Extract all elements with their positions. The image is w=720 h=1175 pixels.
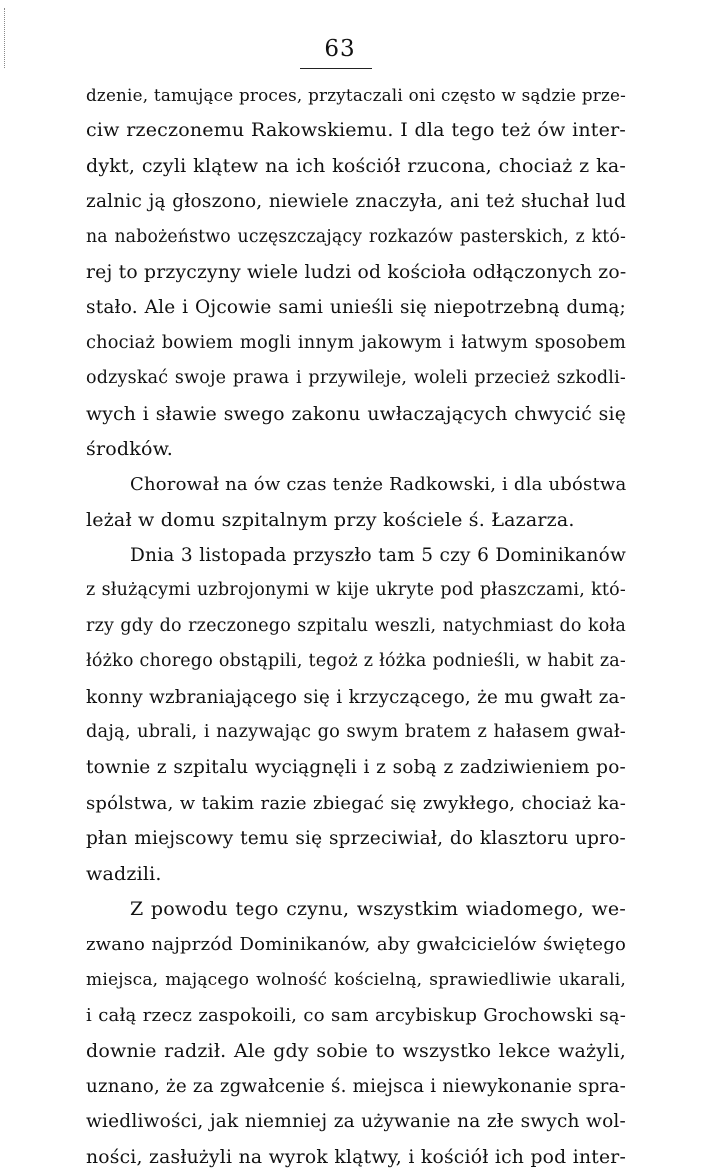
text-line: dają, ubrali, i nazywając go swym bratem z hałasem gwał- (86, 722, 626, 743)
text-line: ności, zasłużyli na wyrok klątwy, i kościół ich pod inter- (86, 1146, 626, 1168)
text-line: uznano, że za zgwałcenie ś. miejsca i niewykonanie spra- (86, 1075, 626, 1097)
header-rule (300, 68, 372, 69)
text-line: chociaż bowiem mogli innym jakowym i łatwym sposobem (86, 332, 626, 353)
text-line: i całą rzecz zaspokoili, co sam arcybiskup Grochowski są- (86, 1005, 626, 1027)
body-text (86, 78, 626, 1175)
text-line: Dnia 3 listopada przyszło tam 5 czy 6 Dominikanów (130, 545, 626, 567)
text-line: wadzili. (86, 862, 162, 885)
text-line: Z powodu tego czynu, wszystkim wiadomego, we- (130, 897, 626, 920)
text-line: środków. (86, 437, 174, 460)
text-line: z służącymi uzbrojonymi w kije ukryte pod płaszczami, któ- (86, 580, 626, 601)
text-line: wych i sławie swego zakonu uwłaczających chwycić się (86, 403, 626, 425)
text-line: konny wzbraniającego się i krzyczącego, że mu gwałt za- (86, 686, 626, 708)
text-line: rej to przyczyny wiele ludzi od kościoła odłączonych zo- (86, 261, 627, 283)
text-line: dzenie, tamujące proces, przytaczali oni często w sądzie prze- (86, 85, 626, 105)
text-line: na nabożeństwo uczęszczający rozkazów pasterskich, z któ- (86, 226, 626, 247)
text-line: wiedliwości, jak niemniej za używanie na złe swych wol- (86, 1111, 626, 1133)
text-line: zalnic ją głoszono, niewiele znaczyła, ani też słuchał lud (86, 191, 626, 213)
binding-edge-marks (4, 8, 9, 68)
text-line: płan miejscowy temu się sprzeciwiał, do klasztoru upro- (86, 828, 626, 850)
text-line: dykt, czyli klątew na ich kościół rzucona, chociaż z ka- (86, 154, 626, 177)
text-line: odzyskać swoje prawa i przywileje, woleli przecież szkodli- (86, 368, 626, 389)
text-line: ciw rzeczonemu Rakowskiemu. I dla tego też ów inter- (86, 119, 626, 142)
text-line: miejsca, mającego wolność kościelną, sprawiedliwie ukarali, (86, 969, 626, 990)
text-line: łóżko chorego obstąpili, tegoż z łóżka podnieśli, w habit za- (86, 651, 626, 672)
text-line: spólstwa, w takim razie zbiegać się zwykłego, chociaż ka- (86, 792, 626, 814)
text-line: Chorował na ów czas tenże Radkowski, i dla ubóstwa (130, 474, 627, 496)
text-line: townie z szpitalu wyciągnęli i z sobą z zadziwieniem po- (86, 757, 626, 779)
text-line: downie radził. Ale gdy sobie to wszystko lekce ważyli, (86, 1039, 626, 1062)
text-line: rzy gdy do rzeczonego szpitalu weszli, natychmiast do koła (86, 615, 626, 636)
page-number: 63 (324, 36, 356, 62)
text-line: stało. Ale i Ojcowie sami unieśli się niepotrzebną dumą; (86, 297, 626, 319)
text-line: leżał w domu szpitalnym przy kościele ś. Łazarza. (86, 508, 575, 531)
text-line: zwano najprzód Dominikanów, aby gwałcicielów świętego (86, 934, 626, 956)
